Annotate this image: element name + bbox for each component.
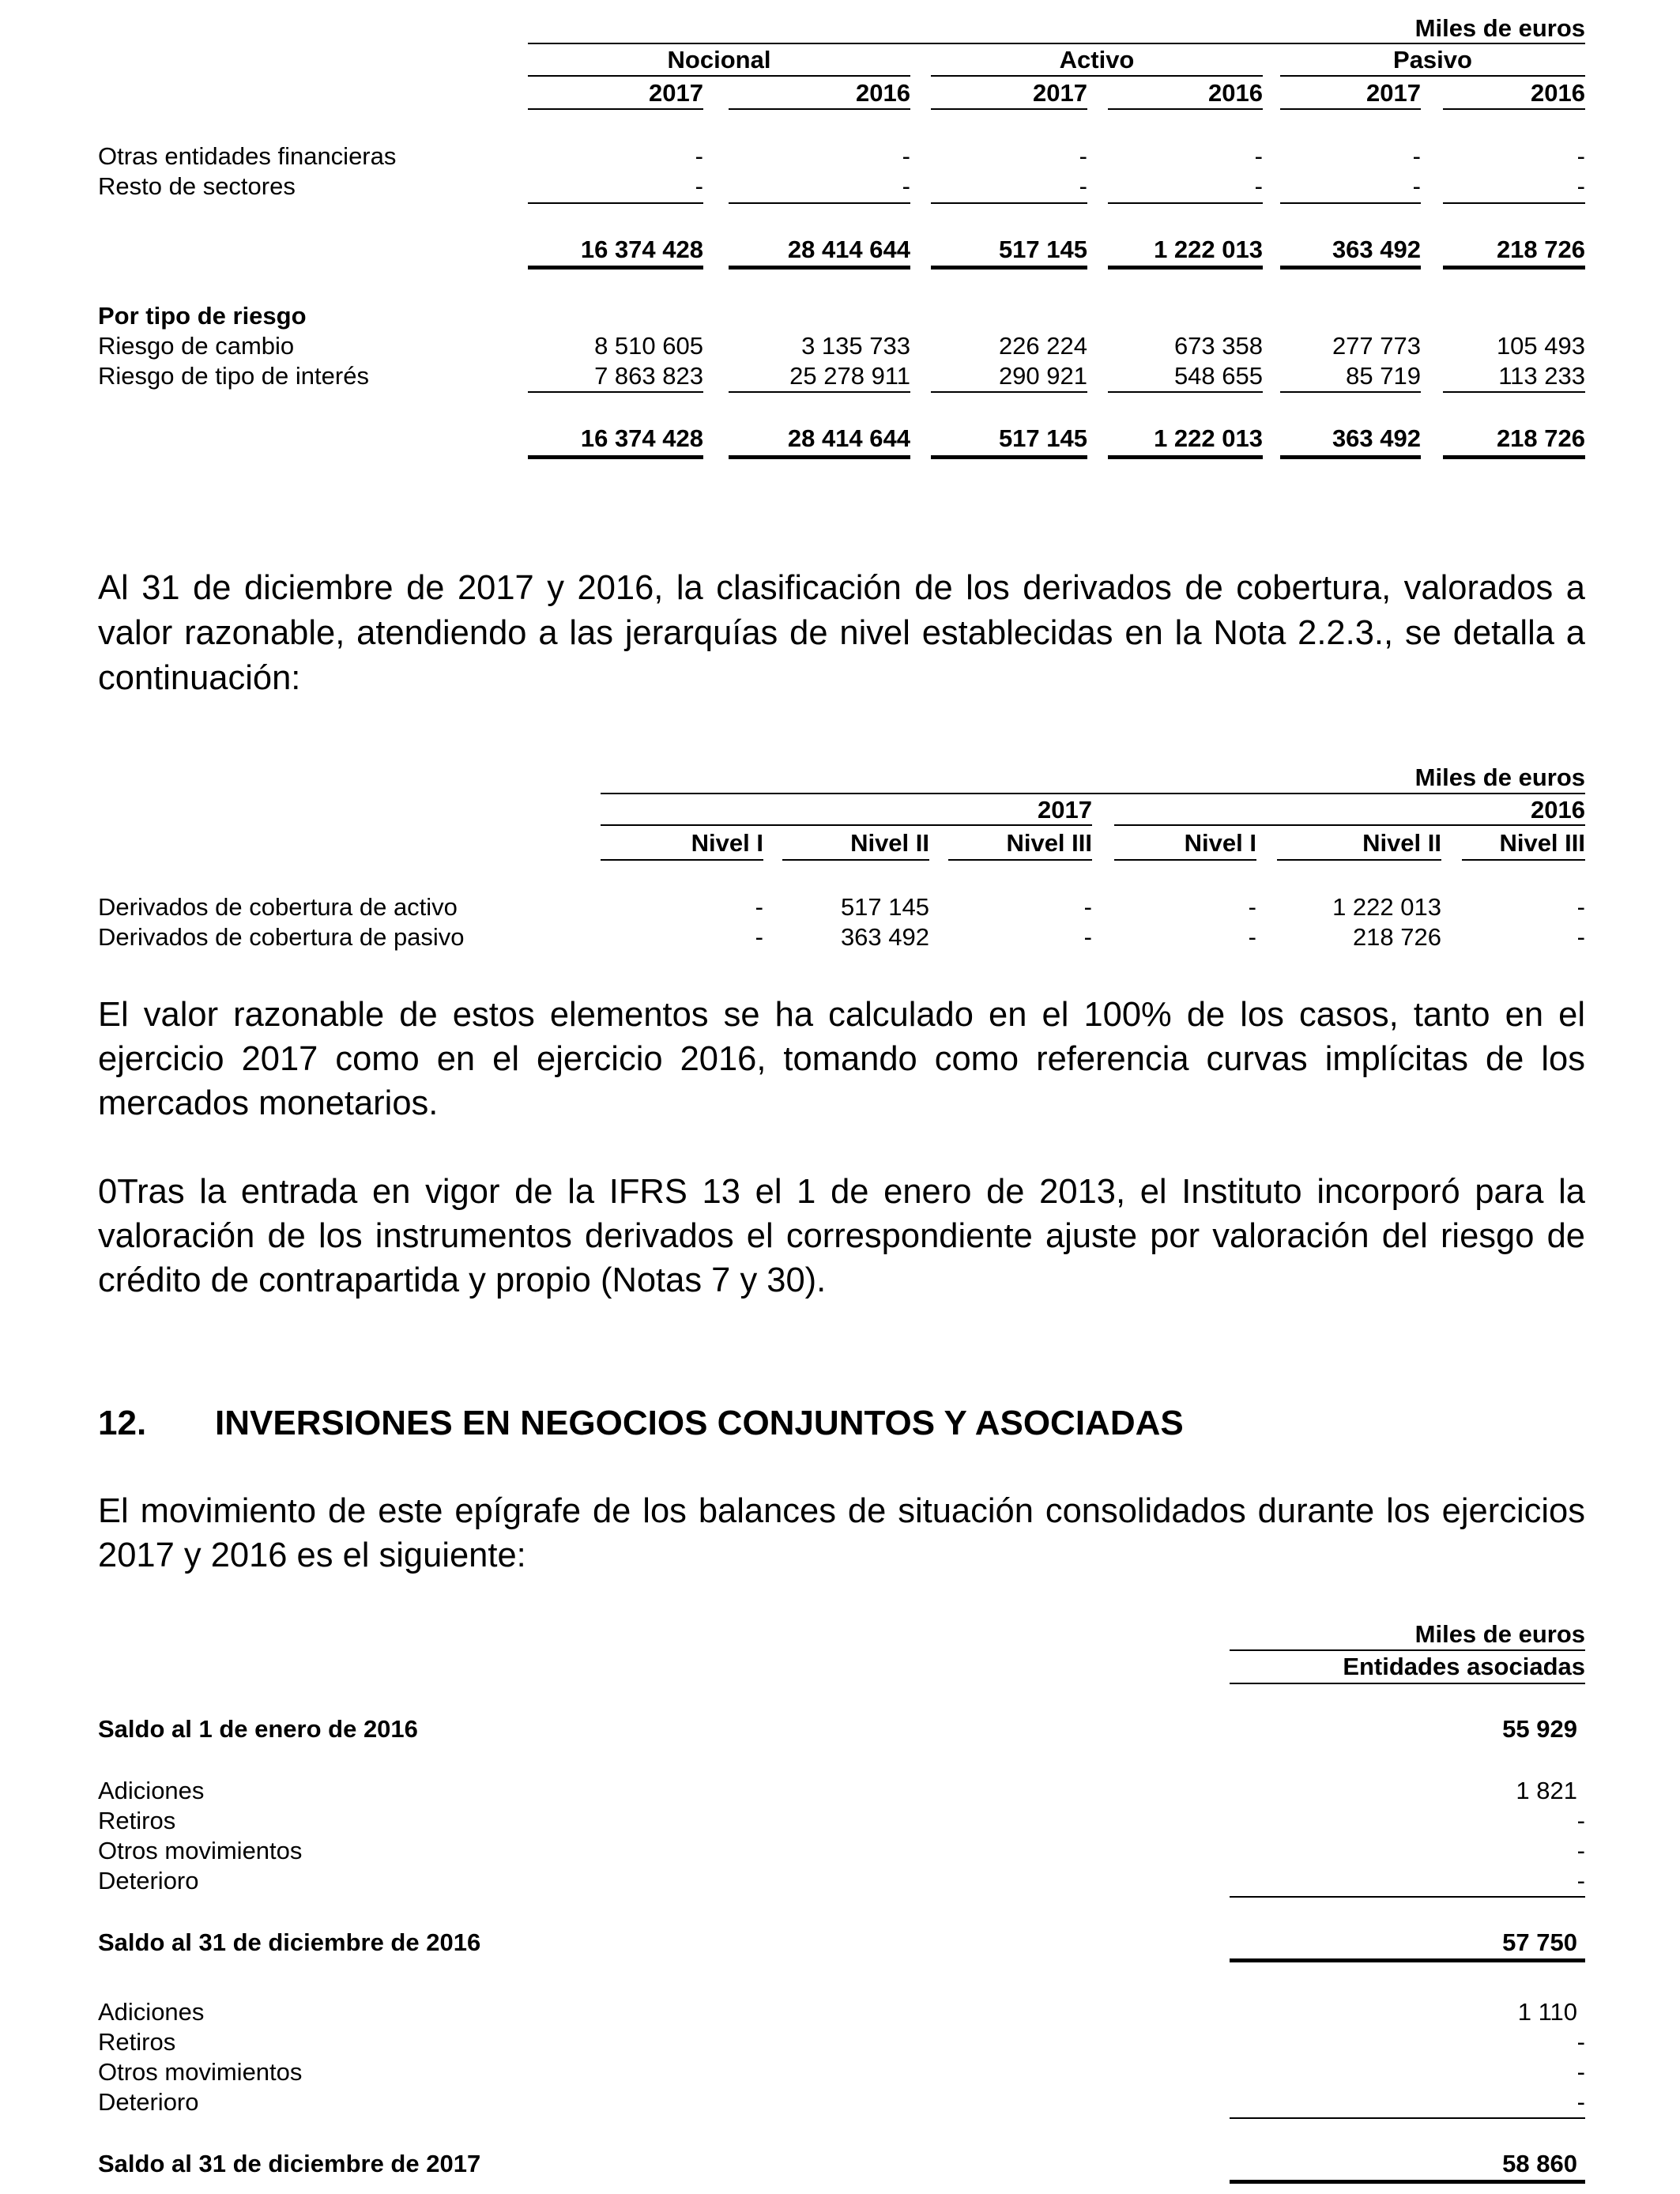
- level-header: Nivel I: [691, 829, 763, 857]
- paragraph-fair-value: El valor razonable de estos elementos se ha calculado en el 100% de los casos, tanto en el ejercicio 2017 como en el ejercicio 2016, tomando como referencia curvas implícitas de los mercados monetarios.: [98, 996, 1585, 1122]
- row-label: Otras entidades financieras: [98, 142, 397, 170]
- divider: [729, 108, 910, 110]
- level-header: Nivel I: [1184, 829, 1256, 857]
- cell: 105 493: [1496, 332, 1585, 360]
- cell: 3 135 733: [801, 332, 910, 360]
- paragraph-movement-intro: El movimiento de este epígrafe de los balances de situación consolidados durante los ejercicios 2017 y 2016 es el siguiente:: [98, 1492, 1585, 1574]
- divider: [1108, 455, 1263, 459]
- total-cell: 517 145: [998, 236, 1087, 263]
- group-header-nocional: Nocional: [667, 46, 771, 74]
- divider: [1280, 391, 1421, 393]
- row-label: Otros movimientos: [98, 2058, 303, 2086]
- risk-section-header: Por tipo de riesgo: [98, 302, 307, 330]
- divider: [1230, 1649, 1585, 1651]
- year-header: 2016: [1208, 79, 1263, 107]
- total-cell: 16 374 428: [580, 424, 703, 452]
- cell: -: [695, 172, 703, 200]
- divider: [601, 793, 1585, 794]
- divider: [729, 391, 910, 393]
- cell: -: [1083, 923, 1092, 951]
- cell: -: [1079, 172, 1087, 200]
- total-cell: 218 726: [1496, 424, 1585, 452]
- cell: -: [1576, 893, 1585, 921]
- divider: [1108, 391, 1263, 393]
- cell: 226 224: [998, 332, 1087, 360]
- cell: 25 278 911: [789, 362, 910, 390]
- divider: [528, 108, 703, 110]
- year-header: 2016: [856, 79, 910, 107]
- year-header: 2017: [649, 79, 703, 107]
- row-label: Saldo al 1 de enero de 2016: [98, 1715, 418, 1743]
- divider: [1230, 2117, 1585, 2119]
- divider: [1108, 108, 1263, 110]
- divider: [528, 75, 910, 77]
- row-label: Otros movimientos: [98, 1837, 303, 1864]
- cell: 363 492: [840, 923, 929, 951]
- divider: [782, 859, 929, 861]
- year-header: 2017: [1366, 79, 1421, 107]
- divider: [1443, 202, 1585, 204]
- divider: [1443, 266, 1585, 270]
- cell: 1 821: [1516, 1777, 1577, 1804]
- section-number: 12.: [98, 1404, 147, 1442]
- unit-label: Miles de euros: [1414, 14, 1585, 42]
- divider: [729, 266, 910, 270]
- total-cell: 363 492: [1332, 236, 1421, 263]
- cell: -: [755, 923, 763, 951]
- divider: [528, 455, 703, 459]
- level-header: Nivel III: [1499, 829, 1585, 857]
- cell: 277 773: [1332, 332, 1421, 360]
- divider: [931, 202, 1087, 204]
- divider: [948, 859, 1092, 861]
- divider: [528, 391, 703, 393]
- total-cell: 16 374 428: [580, 236, 703, 263]
- divider: [931, 455, 1087, 459]
- year-header: 2017: [1038, 796, 1092, 824]
- level-header: Nivel II: [850, 829, 929, 857]
- cell: 1 222 013: [1332, 893, 1441, 921]
- cell: 290 921: [998, 362, 1087, 390]
- row-label: Retiros: [98, 1807, 176, 1834]
- total-cell: 1 222 013: [1154, 236, 1263, 263]
- cell: -: [1412, 172, 1421, 200]
- cell: 218 726: [1352, 923, 1441, 951]
- row-label: Deterioro: [98, 2088, 199, 2116]
- cell: -: [1576, 142, 1585, 170]
- divider: [1108, 202, 1263, 204]
- paragraph-ifrs13: 0Tras la entrada en vigor de la IFRS 13 el 1 de enero de 2013, el Instituto incorporó para la valoración de los instrumentos derivados el correspondiente ajuste por valoración del riesgo de crédito de contrapartida y propio (Notas 7 y 30).: [98, 1173, 1585, 1299]
- cell: -: [1079, 142, 1087, 170]
- divider: [729, 202, 910, 204]
- cell: -: [1576, 1807, 1585, 1834]
- year-header: 2016: [1531, 79, 1585, 107]
- cell: 7 863 823: [594, 362, 703, 390]
- row-label: Adiciones: [98, 1998, 205, 2026]
- section-heading: [98, 1404, 1184, 1443]
- divider: [931, 266, 1087, 270]
- divider: [528, 43, 1585, 44]
- row-label: Resto de sectores: [98, 172, 296, 200]
- total-cell: 28 414 644: [787, 236, 910, 263]
- divider: [1280, 266, 1421, 270]
- cell: 57 750: [1502, 1928, 1577, 1956]
- cell: 113 233: [1498, 362, 1585, 390]
- divider: [601, 824, 1092, 826]
- row-label: Deterioro: [98, 1867, 199, 1894]
- cell: 517 145: [840, 893, 929, 921]
- cell: 1 110: [1517, 1998, 1577, 2026]
- cell: -: [902, 172, 910, 200]
- cell: -: [1576, 923, 1585, 951]
- total-cell: 28 414 644: [787, 424, 910, 452]
- divider: [1443, 108, 1585, 110]
- cell: -: [1254, 172, 1263, 200]
- cell: -: [902, 142, 910, 170]
- cell: -: [1412, 142, 1421, 170]
- cell: 548 655: [1173, 362, 1263, 390]
- column-header: Entidades asociadas: [1343, 1653, 1585, 1680]
- total-cell: 363 492: [1332, 424, 1421, 452]
- cell: 55 929: [1502, 1715, 1577, 1743]
- divider: [931, 108, 1087, 110]
- row-label: Saldo al 31 de diciembre de 2016: [98, 1928, 481, 1956]
- divider: [1114, 824, 1585, 826]
- divider: [1230, 1958, 1585, 1962]
- divider: [1462, 859, 1585, 861]
- paragraph-hierarchy-intro: Al 31 de diciembre de 2017 y 2016, la clasificación de los derivados de cobertura, valorados a valor razonable, atendiendo a las jerarquías de nivel establecidas en la Nota 2.2.3., se detalla a continuación:: [98, 569, 1585, 697]
- divider: [1280, 202, 1421, 204]
- row-label: Adiciones: [98, 1777, 205, 1804]
- row-label: Riesgo de cambio: [98, 332, 295, 360]
- level-header: Nivel II: [1362, 829, 1441, 857]
- cell: -: [1576, 172, 1585, 200]
- total-cell: 517 145: [998, 424, 1087, 452]
- divider: [601, 859, 763, 861]
- cell: -: [1254, 142, 1263, 170]
- unit-label: Miles de euros: [1414, 763, 1585, 791]
- cell: -: [1248, 893, 1256, 921]
- divider: [528, 266, 703, 270]
- section-title: INVERSIONES EN NEGOCIOS CONJUNTOS Y ASOCIADAS: [215, 1404, 1184, 1442]
- cell: 58 860: [1502, 2150, 1577, 2177]
- cell: -: [1576, 1837, 1585, 1864]
- divider: [1280, 108, 1421, 110]
- year-header: 2016: [1531, 796, 1585, 824]
- divider: [1230, 1683, 1585, 1684]
- divider: [1277, 859, 1441, 861]
- total-cell: 218 726: [1496, 236, 1585, 263]
- divider: [1280, 75, 1585, 77]
- cell: -: [1576, 1867, 1585, 1894]
- group-header-activo: Activo: [1059, 46, 1135, 74]
- divider: [729, 455, 910, 459]
- divider: [1114, 859, 1256, 861]
- row-label: Saldo al 31 de diciembre de 2017: [98, 2150, 481, 2177]
- cell: 8 510 605: [594, 332, 703, 360]
- cell: -: [1576, 2028, 1585, 2056]
- cell: -: [695, 142, 703, 170]
- unit-label: Miles de euros: [1414, 1620, 1585, 1648]
- cell: 673 358: [1173, 332, 1263, 360]
- divider: [1108, 266, 1263, 270]
- divider: [1230, 1896, 1585, 1898]
- cell: -: [1576, 2058, 1585, 2086]
- cell: 85 719: [1346, 362, 1421, 390]
- row-label: Derivados de cobertura de pasivo: [98, 923, 465, 951]
- level-header: Nivel III: [1006, 829, 1092, 857]
- row-label: Derivados de cobertura de activo: [98, 893, 458, 921]
- divider: [1280, 455, 1421, 459]
- row-label: Retiros: [98, 2028, 176, 2056]
- year-header: 2017: [1033, 79, 1087, 107]
- divider: [931, 391, 1087, 393]
- cell: -: [1248, 923, 1256, 951]
- cell: -: [1083, 893, 1092, 921]
- total-cell: 1 222 013: [1154, 424, 1263, 452]
- cell: -: [1576, 2088, 1585, 2116]
- divider: [1443, 391, 1585, 393]
- divider: [528, 202, 703, 204]
- divider: [1443, 455, 1585, 459]
- cell: -: [755, 893, 763, 921]
- group-header-pasivo: Pasivo: [1393, 46, 1472, 74]
- divider: [931, 75, 1263, 77]
- divider: [1230, 2180, 1585, 2184]
- row-label: Riesgo de tipo de interés: [98, 362, 369, 390]
